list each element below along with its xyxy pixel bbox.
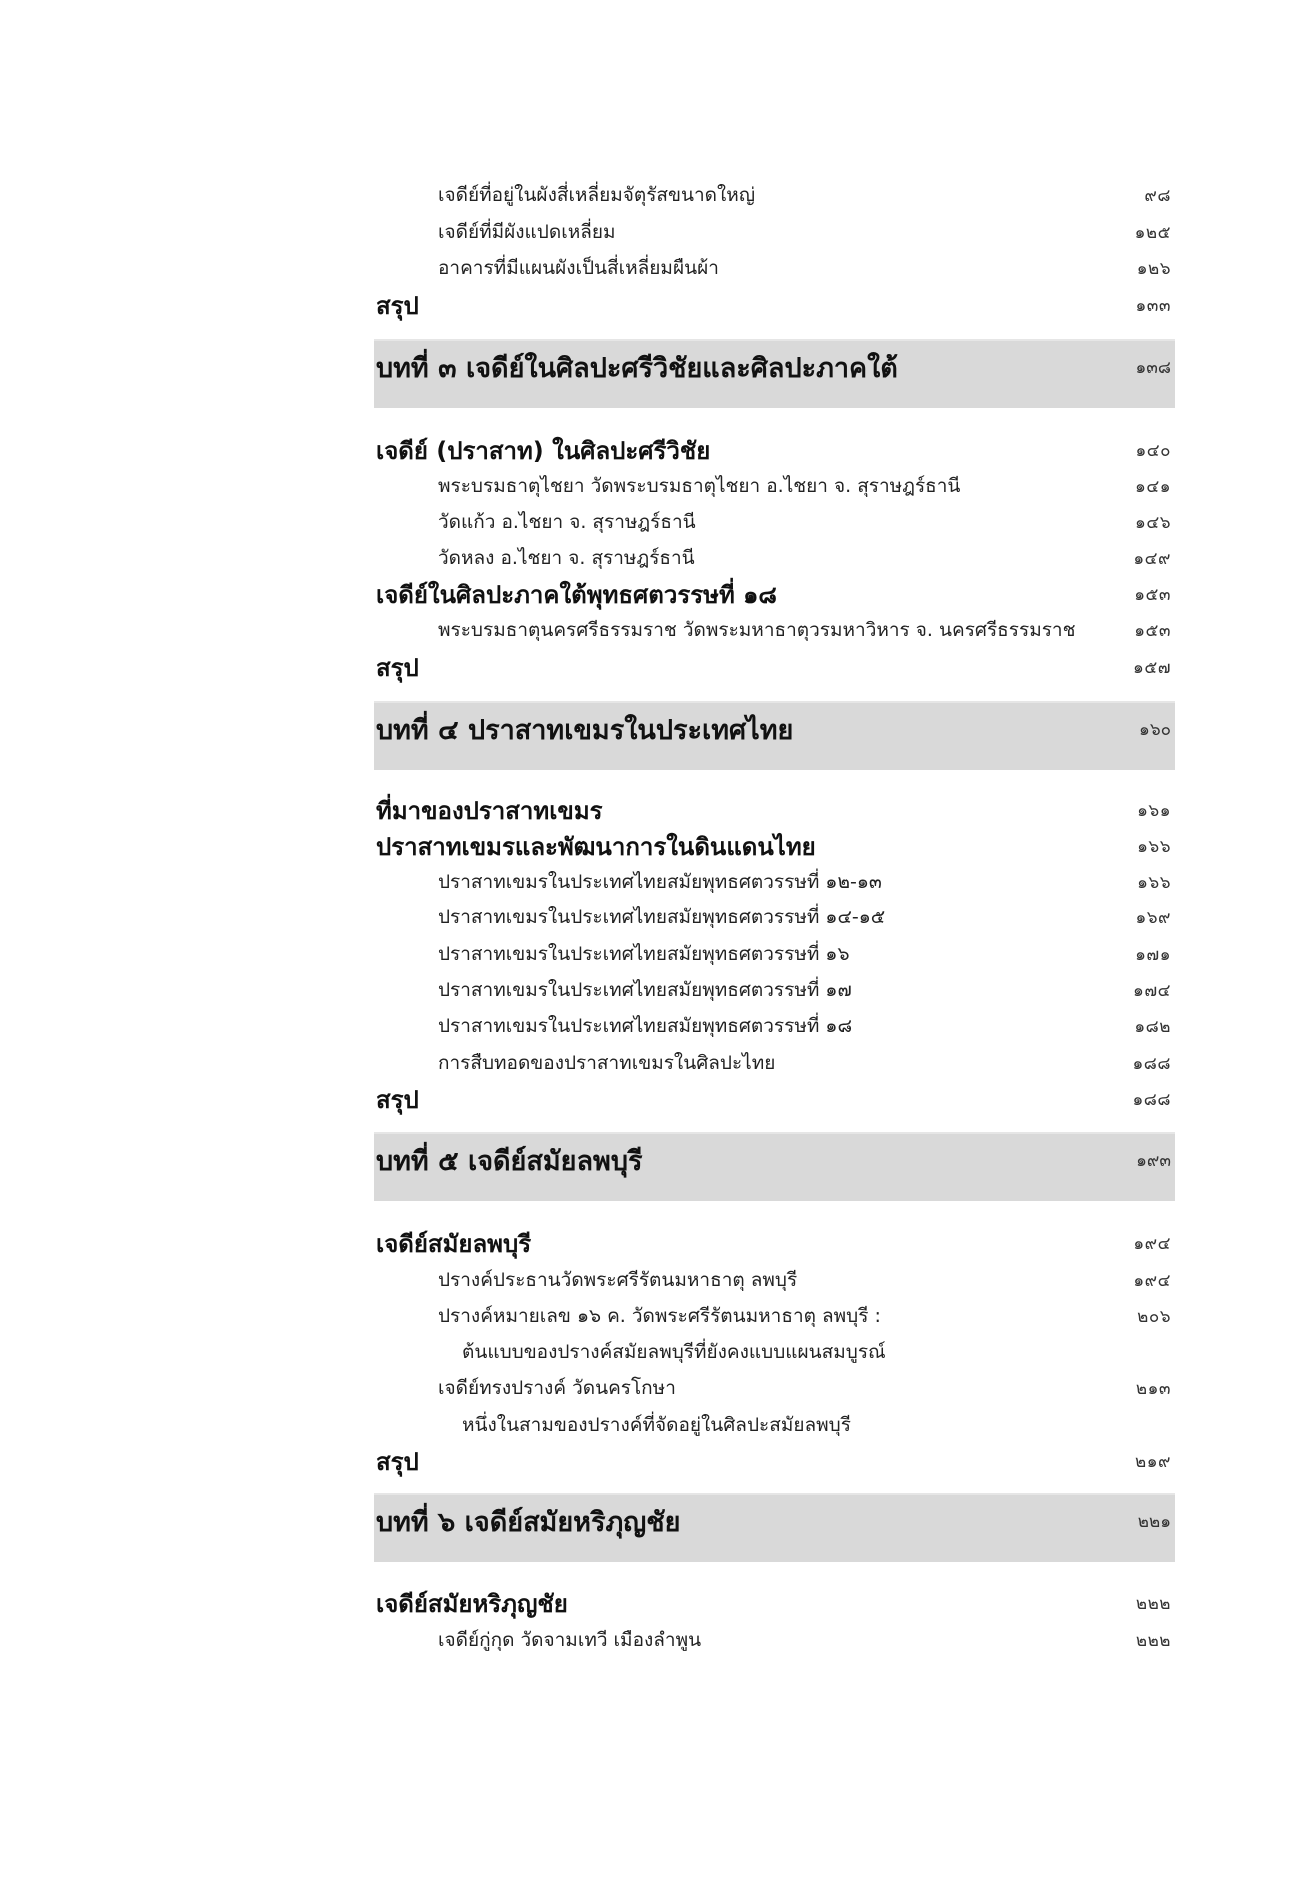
toc-entry-continuation (374, 1407, 1175, 1443)
toc-section[interactable] (374, 792, 1175, 828)
chapter-page: ๑๙๓ (1136, 1150, 1171, 1171)
toc-entry[interactable] (374, 864, 1175, 900)
toc-entry-label: สรุป (376, 653, 419, 682)
toc-summary[interactable] (374, 1443, 1175, 1479)
toc-entry-label: เจดีย์ที่มีผังแปดเหลี่ยม (438, 221, 616, 243)
toc-entry-page: ๑๘๒ (1134, 1016, 1171, 1037)
toc-entry-label: ปราสาทเขมรในประเทศไทยสมัยพุทธศตวรรษที่ ๑๗ (438, 979, 852, 1001)
toc-entry-label: เจดีย์กู่กุด วัดจามเทวี เมืองลำพูน (438, 1629, 702, 1651)
toc-entry-label: ปราสาทเขมรในประเทศไทยสมัยพุทธศตวรรษที่ ๑๔-๑๕ (438, 906, 886, 928)
chapter-page: ๑๖๐ (1139, 719, 1171, 740)
toc-entry[interactable] (374, 899, 1175, 935)
toc-entry[interactable] (374, 250, 1175, 286)
toc-entry-page: ๑๔๑ (1135, 476, 1171, 497)
toc-entry-page: ๑๙๔ (1133, 1270, 1171, 1291)
toc-entry[interactable] (374, 214, 1175, 250)
toc-entry[interactable] (374, 1370, 1175, 1406)
toc-entry-page: ๒๑๓ (1135, 1378, 1171, 1399)
toc-entry-page: ๑๔๙ (1133, 548, 1171, 569)
toc-entry-label: เจดีย์ในศิลปะภาคใต้พุทธศตวรรษที่ ๑๘ (376, 580, 777, 609)
toc-entry-page: ๙๘ (1144, 185, 1171, 206)
toc-entry-page: ๑๗๔ (1133, 980, 1171, 1001)
toc-entry-page: ๑๘๘ (1132, 1053, 1171, 1074)
toc-entry-label: การสืบทอดของปราสาทเขมรในศิลปะไทย (438, 1052, 776, 1074)
toc-entry-page: ๑๕๓ (1134, 620, 1171, 641)
chapter-title: บทที่ ๓ เจดีย์ในศิลปะศรีวิชัยและศิลปะภาคใต้ (376, 352, 898, 384)
toc-entry-label: วัดแก้ว อ.ไชยา จ. สุราษฎร์ธานี (438, 511, 696, 533)
toc-entry-page: ๑๒๖ (1136, 258, 1171, 279)
toc-entry[interactable] (374, 1298, 1175, 1334)
toc-entry-label: ต้นแบบของปรางค์สมัยลพบุรีที่ยังคงแบบแผนสมบูรณ์ (462, 1341, 886, 1363)
chapter-page: ๑๓๘ (1135, 357, 1171, 378)
toc-section[interactable] (374, 1585, 1175, 1621)
toc-section[interactable] (374, 828, 1175, 864)
toc-entry-page: ๒๑๙ (1135, 1451, 1171, 1472)
toc-entry-page: ๑๕๓ (1134, 584, 1171, 605)
toc-entry-label: สรุป (376, 1085, 419, 1114)
toc-section[interactable] (374, 432, 1175, 468)
toc-entry-page: ๒๐๖ (1137, 1306, 1171, 1327)
toc-entry-page: ๑๗๑ (1135, 944, 1171, 965)
toc-entry[interactable] (374, 540, 1175, 576)
toc-entry-page: ๑๖๖ (1137, 836, 1171, 857)
toc-entry-label: เจดีย์ (ปราสาท) ในศิลปะศรีวิชัย (376, 436, 711, 465)
chapter-title: บทที่ ๔ ปราสาทเขมรในประเทศไทย (376, 714, 794, 746)
toc-entry-label: ปรางค์ประธานวัดพระศรีรัตนมหาธาตุ ลพบุรี (438, 1269, 798, 1291)
toc-section[interactable] (374, 576, 1175, 612)
chapter-heading-6[interactable] (374, 1493, 1175, 1562)
chapter-title: บทที่ ๕ เจดีย์สมัยลพบุรี (376, 1145, 643, 1177)
toc-entry[interactable] (374, 1045, 1175, 1081)
toc-entry-page: ๑๓๓ (1135, 295, 1171, 316)
toc-summary[interactable] (374, 287, 1175, 323)
toc-entry-label: สรุป (376, 1447, 419, 1476)
toc-entry-page: ๑๔๖ (1135, 512, 1171, 533)
chapter-heading-4[interactable] (374, 701, 1175, 770)
toc-entry-label: ปราสาทเขมรในประเทศไทยสมัยพุทธศตวรรษที่ ๑๖ (438, 943, 850, 965)
toc-entry-label: ที่มาของปราสาทเขมร (376, 796, 603, 825)
toc-entry[interactable] (374, 1262, 1175, 1298)
toc-entry-page: ๑๘๘ (1132, 1089, 1171, 1110)
toc-entry-continuation (374, 1334, 1175, 1370)
toc-entry-page: ๑๖๙ (1135, 907, 1171, 928)
toc-section[interactable] (374, 1225, 1175, 1261)
chapter-title: บทที่ ๖ เจดีย์สมัยหริภุญชัย (376, 1506, 681, 1538)
toc-entry-label: ปรางค์หมายเลข ๑๖ ค. วัดพระศรีรัตนมหาธาตุ ลพบุรี : (438, 1305, 881, 1327)
toc-entry[interactable] (374, 936, 1175, 972)
chapter-heading-3[interactable] (374, 339, 1175, 408)
toc-entry[interactable] (374, 177, 1175, 213)
toc-entry[interactable] (374, 612, 1175, 648)
toc-entry[interactable] (374, 468, 1175, 504)
toc-summary[interactable] (374, 1081, 1175, 1117)
toc-entry[interactable] (374, 972, 1175, 1008)
toc-entry[interactable] (374, 1622, 1175, 1658)
toc-entry-label: พระบรมธาตุไชยา วัดพระบรมธาตุไชยา อ.ไชยา จ. สุราษฎร์ธานี (438, 475, 961, 497)
toc-entry-page: ๒๒๒ (1135, 1593, 1171, 1614)
toc-entry-label: เจดีย์สมัยลพบุรี (376, 1229, 532, 1258)
toc-entry-label: เจดีย์ที่อยู่ในผังสี่เหลี่ยมจัตุรัสขนาดใหญ่ (438, 184, 756, 206)
toc-entry-label: เจดีย์ทรงปรางค์ วัดนครโกษา (438, 1377, 676, 1399)
chapter-page: ๒๒๑ (1137, 1511, 1171, 1532)
toc-entry-page: ๑๔๐ (1135, 440, 1171, 461)
toc-entry-page: ๑๒๕ (1134, 222, 1171, 243)
toc-entry[interactable] (374, 1008, 1175, 1044)
toc-entry-label: หนึ่งในสามของปรางค์ที่จัดอยู่ในศิลปะสมัยลพบุรี (462, 1414, 851, 1436)
toc-entry-page: ๑๖๖ (1137, 872, 1171, 893)
toc-entry-label: เจดีย์สมัยหริภุญชัย (376, 1589, 568, 1618)
toc-entry-label: วัดหลง อ.ไชยา จ. สุราษฎร์ธานี (438, 547, 695, 569)
toc-entry-label: ปราสาทเขมรในประเทศไทยสมัยพุทธศตวรรษที่ ๑๒-๑๓ (438, 871, 882, 893)
toc-entry-label: สรุป (376, 291, 419, 320)
toc-entry-page: ๑๙๔ (1133, 1233, 1171, 1254)
toc-entry-label: อาคารที่มีแผนผังเป็นสี่เหลี่ยมผืนผ้า (438, 257, 719, 279)
toc-entry-page: ๑๕๗ (1133, 657, 1171, 678)
toc-entry-page: ๒๒๒ (1135, 1630, 1171, 1651)
toc-entry-label: ปราสาทเขมรและพัฒนาการในดินแดนไทย (376, 832, 816, 861)
toc-entry-label: พระบรมธาตุนครศรีธรรมราช วัดพระมหาธาตุวรมหาวิหาร จ. นครศรีธรรมราช (438, 619, 1076, 641)
toc-entry-label: ปราสาทเขมรในประเทศไทยสมัยพุทธศตวรรษที่ ๑๘ (438, 1015, 853, 1037)
toc-summary[interactable] (374, 649, 1175, 685)
toc-entry[interactable] (374, 504, 1175, 540)
toc-entry-page: ๑๖๑ (1137, 800, 1171, 821)
chapter-heading-5[interactable] (374, 1132, 1175, 1201)
